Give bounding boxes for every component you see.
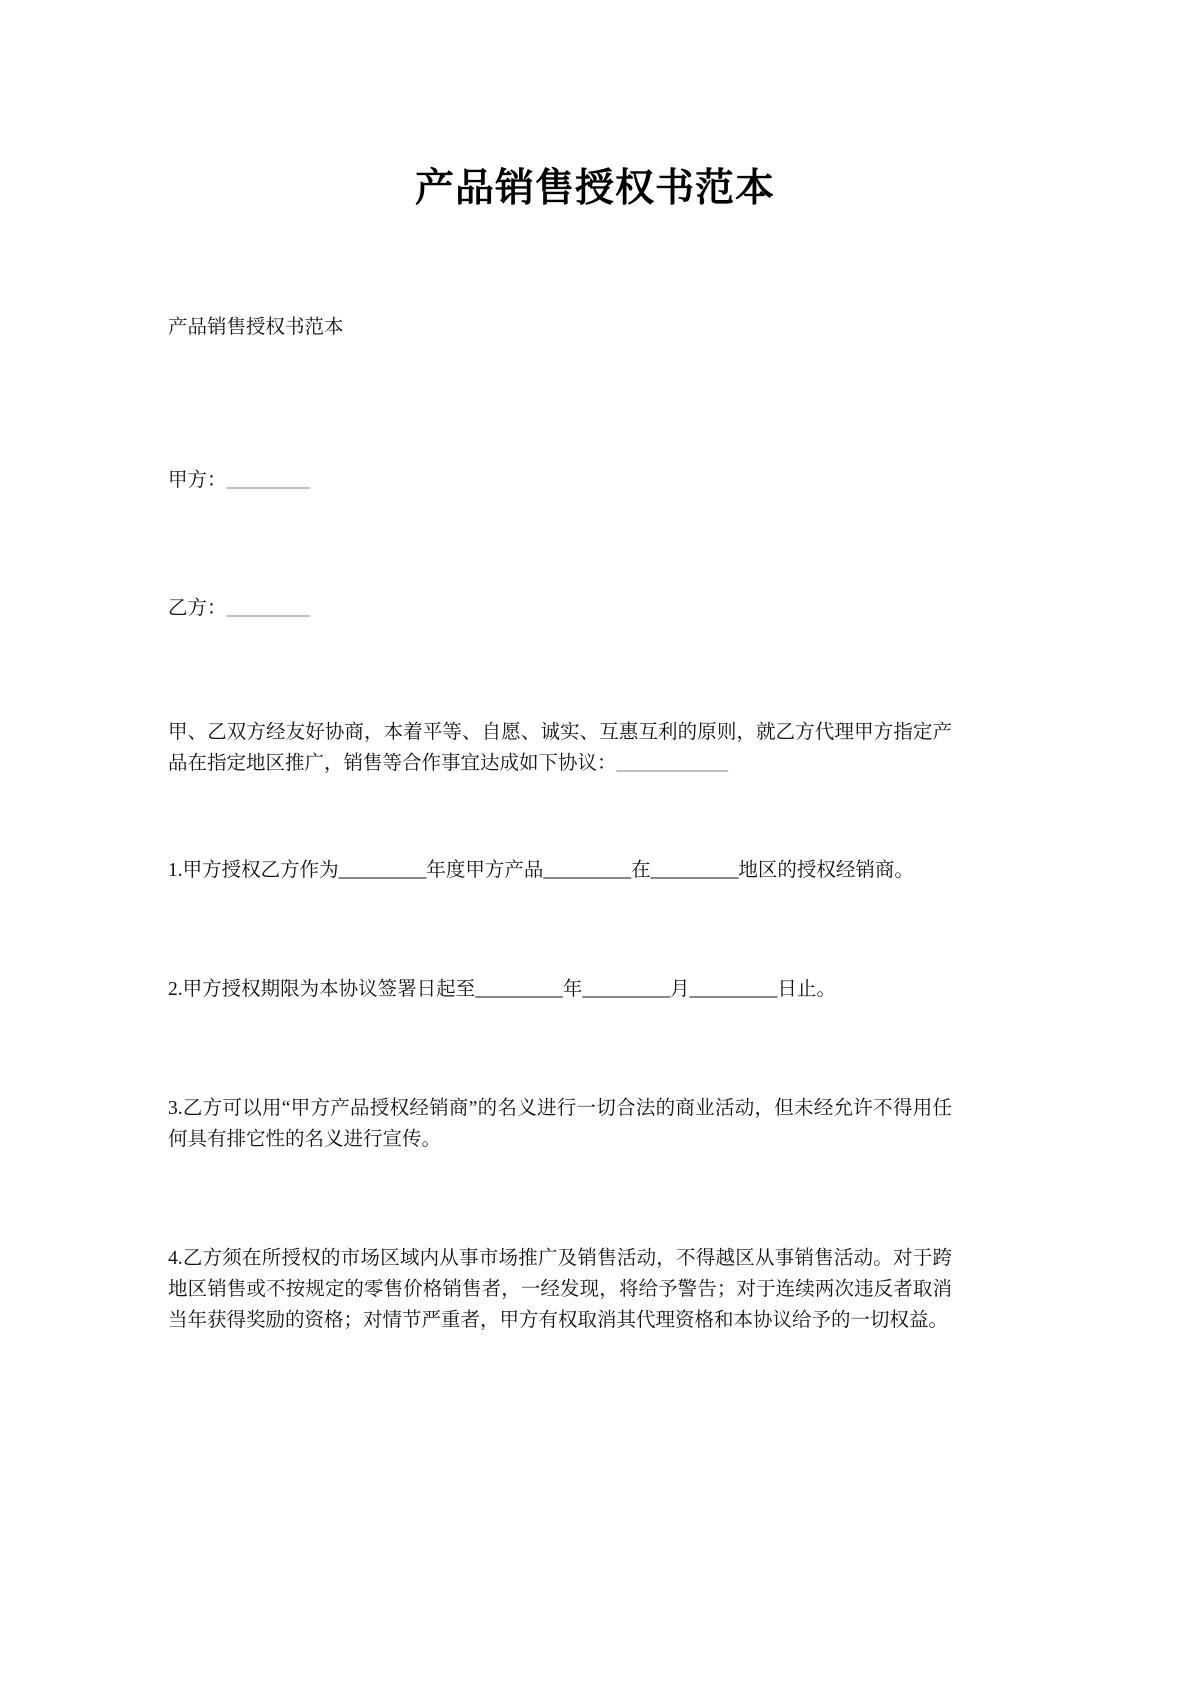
clause-2: [168, 974, 952, 1005]
clause-3: [168, 1093, 952, 1155]
preamble-trailing-blank[interactable]: ____________: [616, 753, 728, 774]
party-b-label: 乙方：: [168, 598, 227, 619]
clause-4-number: 4.: [168, 1248, 183, 1269]
party-b-line: [168, 593, 952, 624]
preamble-paragraph: [168, 717, 952, 779]
party-a-blank[interactable]: _________: [226, 470, 310, 491]
clause-1: [168, 855, 952, 886]
page-title: 产品销售授权书范本: [414, 167, 775, 211]
clause-2-number: 2.: [168, 979, 183, 1000]
party-b-blank[interactable]: _________: [226, 598, 310, 619]
clause-3-number: 3.: [168, 1098, 183, 1119]
clause-3-text: 乙方可以用“甲方产品授权经销商”的名义进行一切合法的商业活动，但未经允许不得用任何具有排它性的名义进行宣传。: [168, 1098, 952, 1150]
party-a-label: 甲方：: [168, 470, 227, 491]
party-a-line: [168, 465, 952, 496]
clause-4: [168, 1243, 952, 1336]
clause-1-number: 1.: [168, 860, 183, 881]
clause-4-text: 乙方须在所授权的市场区域内从事市场推广及销售活动，不得越区从事销售活动。对于跨地区销售或不按规定的零售价格销售者，一经发现，将给予警告；对于连续两次违反者取消当年获得奖励的资格；对情节严重者，甲方有权取消其代理资格和本协议给予的一切权益。: [168, 1248, 952, 1331]
document-subtitle: 产品销售授权书范本: [168, 317, 344, 338]
preamble-text: 甲、乙双方经友好协商，本着平等、自愿、诚实、互惠互利的原则，就乙方代理甲方指定产品在指定地区推广，销售等合作事宜达成如下协议：: [168, 722, 952, 774]
clause-2-text: 甲方授权期限为本协议签署日起至_________年_________月_________日止。: [182, 979, 836, 1000]
clause-1-text: 甲方授权乙方作为_________年度甲方产品_________在_________地区的授权经销商。: [182, 860, 914, 881]
document-body: [168, 312, 952, 1336]
